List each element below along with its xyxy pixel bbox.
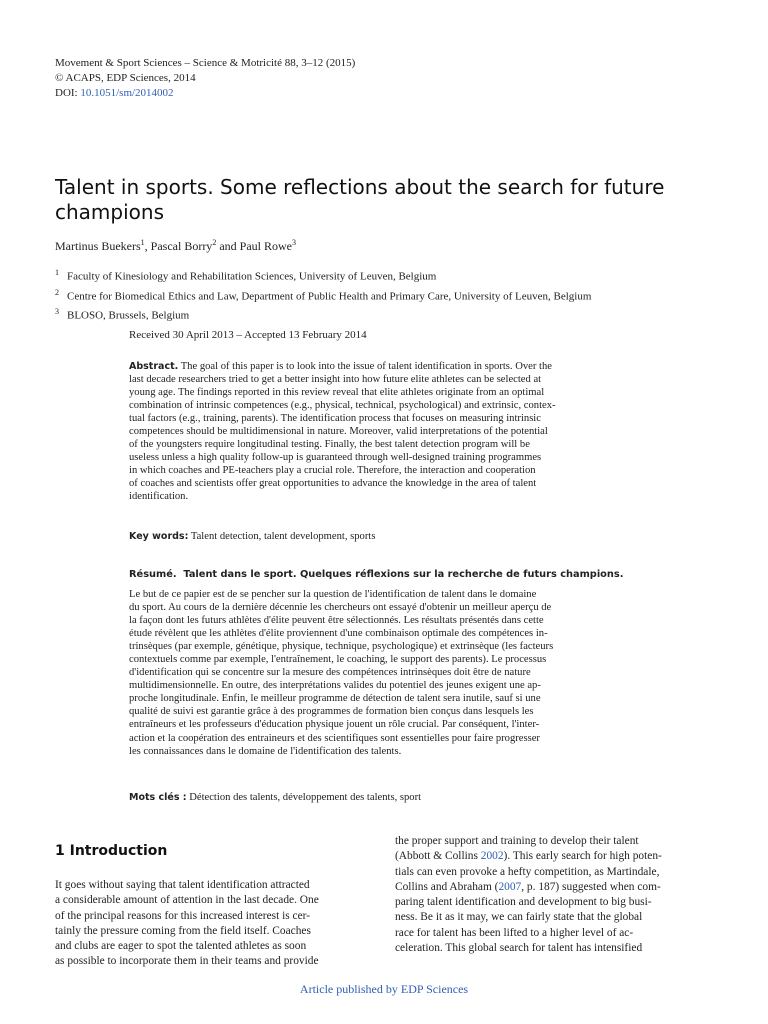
author-list [55,238,296,254]
author-sep: , [144,239,151,253]
abstract [129,360,641,504]
doi-link[interactable]: 10.1051/sm/2014002 [80,87,174,99]
mots-cles-text: Détection des talents, développement des talents, sport [189,792,422,803]
abstract-line: last decade researchers tried to get a better insight into how future elite athletes can be selected at [129,374,542,386]
body-line [395,865,713,880]
body-line [395,880,713,895]
abstract-line: useless unless a high quality follow-up is guaranteed through well-designed training programmes [129,452,542,464]
body-text: race for talent has been lifted to a higher level of ac- [395,926,634,939]
abstract-label: Abstract. [129,361,179,372]
resume-line: la façon dont les futurs athlètes d'élite peuvent être sélectionnés. Les résultats présentés dans cette [129,615,544,627]
author-sup: 3 [291,238,296,247]
body-text: (Abbott & Collins [395,850,481,863]
abstract-line: competences should be multidimensional in nature. Moreover, valid interpretations of the potential [129,426,548,438]
body-text: paring talent identification and development to big busi- [395,896,652,909]
journal-header [55,56,355,101]
author [151,239,240,253]
author-name: Paul Rowe [239,239,292,253]
body-line [395,895,713,910]
resume-line: étude révèlent que les athlètes d'élite proviennent d'une combinaison optimale des compétences in- [129,628,548,640]
abstract-line: Abstract. The goal of this paper is to look into the issue of talent identification in sports. Over the [129,361,552,372]
keywords [129,531,375,542]
abstract-line: young age. The findings reported in this review reveal that elite athletes originate from an optimal [129,387,545,399]
body-line [395,926,713,941]
resume-title: Talent dans le sport. Quelques réflexions sur la recherche de futurs champions. [183,569,624,580]
affiliation-list [55,265,591,324]
resume-line: d'identification qui se concentre sur la mesure des compétences intrinsèques doit être de nature [129,667,531,679]
body-line [395,849,713,864]
resume-line: les connaissances dans le domaine de l'identification des talents. [129,745,402,757]
affiliation-number: 1 [55,268,59,277]
resume-line: qualité de suivi est garantie grâce à des programmes de formation bien conçus dans lesquels les [129,706,534,718]
doi-label: DOI: [55,87,81,99]
resume-line: Le but de ce papier est de se pencher sur la question de l'identification de talent dans le domaine [129,589,537,600]
affiliation-number: 2 [55,287,59,297]
author-name: Martinus Buekers [55,239,141,253]
author [55,239,151,253]
body-text: the proper support and training to develop their talent [395,835,639,847]
resume-line: contextuels comme par exemple, l'entraînement, le coaching, le support des parents). Le processus [129,654,547,666]
affiliation-text: Faculty of Kinesiology and Rehabilitation Sciences, University of Leuven, Belgium [67,270,437,283]
abstract-line: in which coaches and PE-teachers play a crucial role. Therefore, the interaction and cooperation [129,465,536,477]
abstract-line: tual factors (e.g., training, parents). The identification process that focuses on measuring intrinsic [129,413,541,425]
footer [0,982,768,997]
resume-line: action et la coopération des entraineurs et des scientifiques sont essentielles pour faire progresser [129,732,540,744]
affiliation-text: BLOSO, Brussels, Belgium [67,309,190,322]
affiliation-number: 3 [55,307,59,317]
resume-line: multidimensionnelle. En outre, des interprétations valides du potentiel des jeunes exigent une ap- [129,680,541,692]
affiliation-item [55,304,591,324]
body-line [395,910,713,925]
abstract-line: combination of intrinsic competences (e.g., physical, technical, psychological) and extrinsic, contex- [129,400,556,412]
author-name: Pascal Borry [150,239,213,253]
resume-line: du sport. Au cours de la dernière décennie les chercheurs ont essayé d'obtenir un meilleur aperçu de [129,602,552,614]
publisher-link[interactable]: Article published by EDP Sciences [299,982,469,996]
body-line: a considerable amount of attention in the last decade. One [55,894,319,907]
body-text: ness. Be it as it may, we can fairly state that the global [395,911,643,924]
doi-line [55,86,355,101]
body-line [395,941,713,956]
citation-link[interactable]: 2007 [498,880,522,893]
received-dates: Received 30 April 2013 – Accepted 13 February 2014 [129,329,367,341]
resume-line: trinsèques (par exemple, génétique, physique, technique, psychologique) et extrinsèque (les facteurs [129,641,554,653]
resume [129,588,641,758]
body-text: ). This early search for high poten- [503,850,662,863]
affiliation-item [55,265,591,285]
body-line: of the principal reasons for this increased interest is cer- [55,909,311,922]
affiliation-item [55,285,591,305]
body-text: celeration. This global search for talent has intensified [395,942,643,955]
body-line: It goes without saying that talent identification attracted [55,879,310,891]
body-text: tials can even provoke a hefty competition, as Martindale, [395,865,660,878]
resume-line: entraîneurs et les professeurs d'éducation physique jouent un rôle crucial. Par conséquent, l'inter- [129,719,540,731]
body-line: and clubs are eager to spot the talented athletes as soon [55,940,307,953]
body-line: as possible to incorporate them in their teams and provide [55,955,319,968]
body-text: , p. 187) suggested when com- [521,880,661,893]
keywords-text: Talent detection, talent development, sports [190,531,376,542]
body-text: Collins and Abraham ( [395,880,499,893]
author [240,239,296,253]
author-sup: 1 [140,238,145,247]
resume-line: proche longitudinale. Enfin, le meilleur programme de détection de talent sera inutile, sauf si une [129,693,541,705]
citation-link[interactable]: 2002 [480,850,504,863]
section-heading: 1 Introduction [55,843,168,859]
copyright-line: © ACAPS, EDP Sciences, 2014 [55,72,196,84]
resume-heading [129,569,623,580]
keywords-label: Key words: [129,531,189,542]
author-sup: 2 [212,238,217,247]
resume-label: Résumé. [129,569,177,580]
body-column-left [55,878,373,970]
paper-title: Talent in sports. Some reflections about the search for future champions [55,175,665,224]
abstract-line: of coaches and scientists offer great opportunities to advance the knowledge in the area of talent [129,478,537,490]
body-column-right [395,834,713,956]
abstract-line: identification. [129,491,189,503]
body-line [395,834,713,849]
body-line: tainly the pressure coming from the field itself. Coaches [55,924,311,937]
affiliation-text: Centre for Biomedical Ethics and Law, Department of Public Health and Primary Care, University of Leuven, Belgium [67,290,592,303]
author-sep: and [216,239,240,253]
journal-line: Movement & Sport Sciences – Science & Motricité 88, 3–12 (2015) [55,57,356,69]
abstract-line: of the youngsters require longitudinal testing. Finally, the best talent detection program will be [129,439,530,451]
mots-cles-label: Mots clés : [129,792,187,803]
mots-cles [129,792,421,803]
